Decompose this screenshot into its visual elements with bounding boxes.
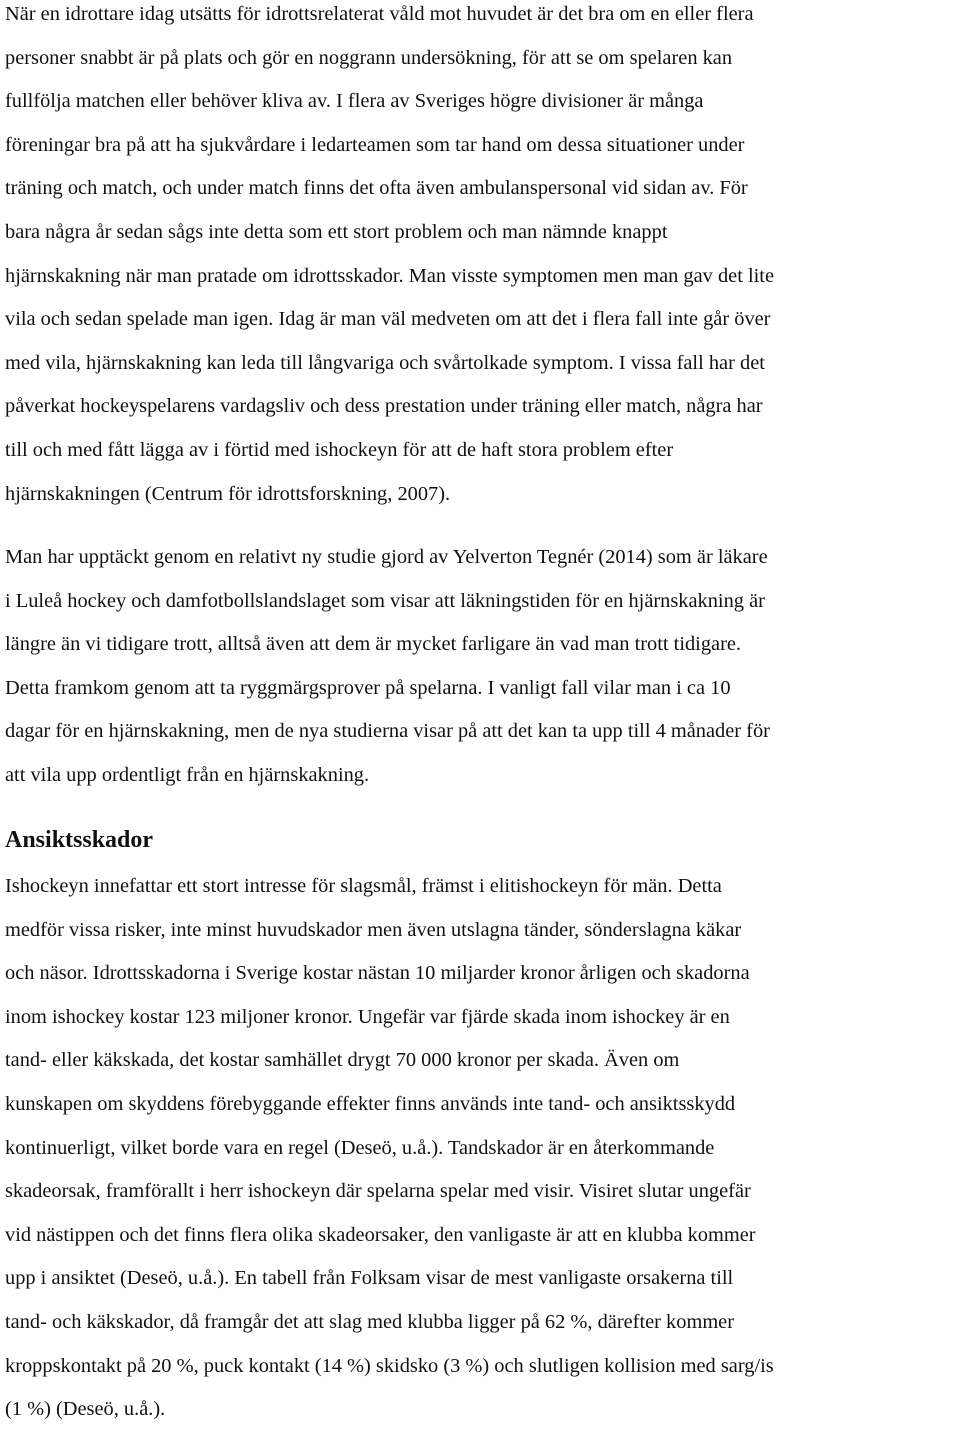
text-line: med vila, hjärnskakning kan leda till långvariga och svårtolkade symptom. I vissa fall har det (5, 351, 765, 374)
text-line: fullfölja matchen eller behöver kliva av. I flera av Sveriges högre divisioner är många (5, 90, 704, 113)
text-line: till och med fått lägga av i förtid med ishockeyn för att de haft stora problem efter (5, 438, 674, 461)
text-line: tand- och käkskador, då framgår det att slag med klubba ligger på 62 %, därefter kommer (5, 1310, 735, 1333)
text-line: dagar för en hjärnskakning, men de nya studierna visar på att det kan ta upp till 4 månader för (5, 720, 770, 743)
text-line: tand- eller käkskada, det kostar samhället drygt 70 000 kronor per skada. Även om (5, 1049, 680, 1072)
text-line: inom ishockey kostar 123 miljoner kronor. Ungefär var fjärde skada inom ishockey är en (5, 1005, 730, 1028)
text-line: i Luleå hockey och damfotbollslandslaget som visar att läkningstiden för en hjärnskakning är (5, 589, 765, 612)
text-line: När en idrottare idag utsätts för idrottsrelaterat våld mot huvudet är det bra om en eller flera (5, 3, 754, 25)
text-line: hjärnskakning när man pratade om idrottsskador. Man visste symptomen men man gav det lite (5, 264, 775, 287)
text-line: och näsor. Idrottsskadorna i Sverige kostar nästan 10 miljarder kronor årligen och skadorna (5, 962, 750, 985)
text-line: träning och match, och under match finns det ofta även ambulanspersonal vid sidan av. För (5, 177, 748, 200)
paragraph-facial-injuries (5, 865, 774, 1432)
text-line: medför vissa risker, inte minst huvudskador men även utslagna tänder, sönderslagna käkar (5, 918, 742, 941)
text-line: påverkat hockeyspelarens vardagsliv och dess prestation under träning eller match, några har (5, 395, 763, 418)
text-line: kunskapen om skyddens förebyggande effekter finns används inte tand- och ansiktsskydd (5, 1092, 736, 1115)
text-line: upp i ansiktet (Deseö, u.å.). En tabell från Folksam visar de mest vanligaste orsakerna till (5, 1267, 734, 1290)
text-line: bara några år sedan sågs inte detta som ett stort problem och man nämnde knappt (5, 220, 668, 243)
text-line: Detta framkom genom att ta ryggmärgsprover på spelarna. I vanligt fall vilar man i ca 10 (5, 676, 731, 699)
text-line: hjärnskakningen (Centrum för idrottsforskning, 2007). (5, 482, 451, 505)
text-line: Man har upptäckt genom en relativt ny studie gjord av Yelverton Tegnér (2014) som är läkare (5, 546, 768, 568)
section-heading: Ansiktsskador (5, 827, 154, 853)
text-line: kontinuerligt, vilket borde vara en regel (Deseö, u.å.). Tandskador är en återkommande (5, 1136, 715, 1159)
text-line: skadeorsak, framförallt i herr ishockeyn där spelarna spelar med visir. Visiret slutar ungefär (5, 1180, 751, 1203)
paragraph-healing-study (5, 536, 770, 798)
text-line: vila och sedan spelade man igen. Idag är man väl medveten om att det i flera fall inte går över (5, 308, 771, 331)
text-line: föreningar bra på att ha sjukvårdare i ledarteamen som tar hand om dessa situationer under (5, 133, 745, 156)
text-line: att vila upp ordentligt från en hjärnskakning. (5, 763, 370, 786)
text-line: längre än vi tidigare trott, alltså även att dem är mycket farligare än vad man trott tidigare. (5, 633, 742, 656)
text-line: personer snabbt är på plats och gör en noggrann undersökning, för att se om spelaren kan (5, 46, 733, 69)
text-line: (1 %) (Deseö, u.å.). (5, 1398, 166, 1421)
text-line: kroppskontakt på 20 %, puck kontakt (14 %) skidsko (3 %) och slutligen kollision med sarg/is (5, 1354, 774, 1377)
text-line: vid nästippen och det finns flera olika skadeorsaker, den vanligaste är att en klubba kommer (5, 1223, 756, 1246)
text-line: Ishockeyn innefattar ett stort intresse för slagsmål, främst i elitishockeyn för män. Detta (5, 875, 722, 897)
paragraph-concussion-care (5, 0, 774, 516)
